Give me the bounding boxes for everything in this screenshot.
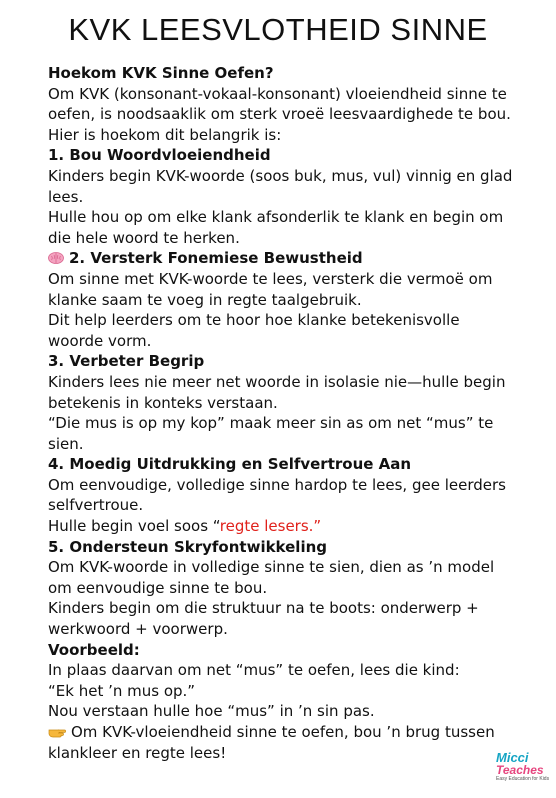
logo-line-1: Micci xyxy=(496,750,529,765)
section-5-heading: 5. Ondersteun Skryfontwikkeling xyxy=(48,537,328,556)
example-line: Nou verstaan hulle hoe “mus” in ’n sin pas. xyxy=(48,702,375,721)
example-quote: “Ek het ’n mus op.” xyxy=(48,681,196,700)
example-line: In plaas daarvan om net “mus” te oefen, lees die kind: xyxy=(48,661,460,680)
section-2-line: Om sinne met KVK-woorde te lees, versterk die vermoë om klanke saam te voeg in regte taalgebruik. xyxy=(48,269,493,309)
logo-tagline: Easy Education for Kids xyxy=(496,776,550,782)
section-2-heading-row xyxy=(48,248,518,269)
intro-lead: Hier is hoekom dit belangrik is: xyxy=(48,125,282,144)
section-2-heading: 2. Versterk Fonemiese Bewustheid xyxy=(69,249,363,268)
red-line-before: Hulle begin voel soos “ xyxy=(48,517,220,536)
red-highlight: regte lesers xyxy=(219,517,309,536)
intro-heading: Hoekom KVK Sinne Oefen? xyxy=(48,64,274,82)
section-4-line: Om eenvoudige, volledige sinne hardop te lees, gee leerders selfvertroue. xyxy=(48,475,506,515)
section-4-red-line xyxy=(48,516,518,537)
red-line-after: .” xyxy=(308,517,322,536)
final-text: Om KVK-vloeiendheid sinne te oefen, bou ’n brug tussen klankleer en regte lees! xyxy=(48,723,495,762)
intro-paragraph: Om KVK (konsonant-vokaal-konsonant) vloeiendheid sinne te oefen, is noodsaaklik om sterk vroeë leesvaardighede te bou. xyxy=(48,84,511,124)
section-1-line: Kinders begin KVK-woorde (soos buk, mus, vul) vinnig en glad lees. xyxy=(48,166,513,206)
document-body xyxy=(48,63,518,763)
section-3-line: Kinders lees nie meer net woorde in isolasie nie—hulle begin betekenis in konteks verstaan. xyxy=(48,372,506,412)
section-3-line: “Die mus is op my kop” maak meer sin as om net “mus” te sien. xyxy=(48,414,494,453)
section-2-line: Dit help leerders om te hoor hoe klanke betekenisvolle woorde vorm. xyxy=(48,311,460,350)
section-3-heading: 3. Verbeter Begrip xyxy=(48,352,205,371)
page-title: KVK LEESVLOTHEID SINNE xyxy=(68,12,488,47)
brain-icon xyxy=(48,249,64,261)
logo-line-2: Teaches xyxy=(496,763,544,777)
section-1-line: Hulle hou op om elke klank afsonderlik te klank en begin om die hele woord te herken. xyxy=(48,208,504,247)
pointing-hand-icon xyxy=(48,723,66,735)
final-line xyxy=(48,722,518,763)
section-5-line: Kinders begin om die struktuur na te boots: onderwerp + werkwoord + voorwerp. xyxy=(48,599,479,639)
section-5-line: Om KVK-woorde in volledige sinne te sien, dien as ’n model om eenvoudige sinne te bou. xyxy=(48,558,495,597)
brand-logo xyxy=(496,752,552,790)
section-4-heading: 4. Moedig Uitdrukking en Selfvertroue Aan xyxy=(48,455,412,474)
example-heading: Voorbeeld: xyxy=(48,640,140,659)
section-1-heading: 1. Bou Woordvloeiendheid xyxy=(48,146,271,165)
